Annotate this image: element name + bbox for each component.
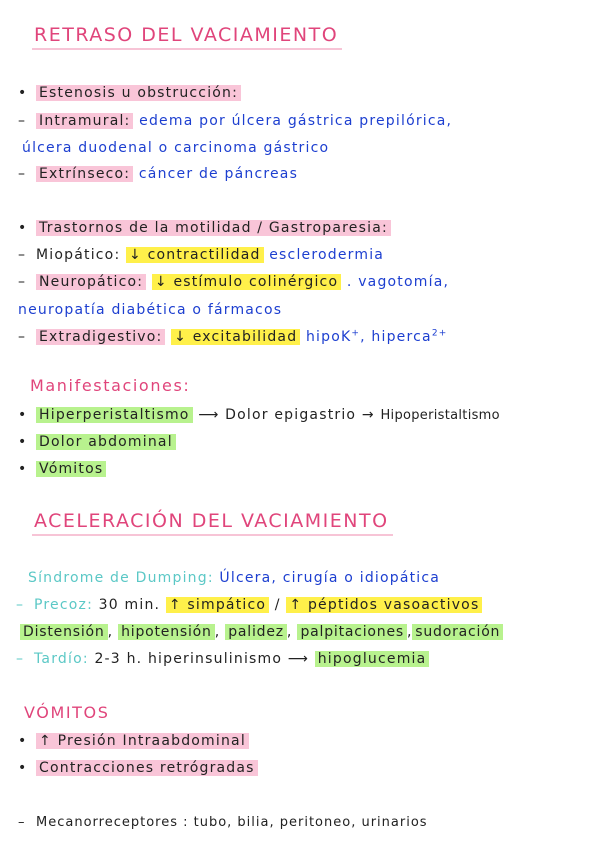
list-item-continuation: úlcera duodenal o carcinoma gástrico xyxy=(22,140,330,156)
list-item: – Extradigestivo: ↓ excitabilidad hipoK+, hiperca$^{2+}$ xyxy=(18,328,448,345)
list-item: • Estenosis u obstrucción: xyxy=(18,85,241,101)
list-item: • ↑ Presión Intraabdominal xyxy=(18,733,249,749)
section-title-retraso: RETRASO DEL VACIAMIENTO xyxy=(32,24,342,50)
section-title-vomitos: VÓMITOS xyxy=(24,703,110,722)
list-item: – Extrínseco: cáncer de páncreas xyxy=(18,166,299,182)
list-item: – Neuropático: ↓ estímulo colinérgico . vagotomía, xyxy=(18,274,450,290)
highlight: Estenosis u obstrucción: xyxy=(36,85,241,101)
list-item: Síndrome de Dumping: Úlcera, cirugía o idiopática xyxy=(28,570,441,586)
list-item: – Tardío: 2-3 h. hiperinsulinismo ⟶ hipoglucemia xyxy=(16,651,429,667)
list-item: • Hiperperistaltismo ⟶ Dolor epigastrio → Hipoperistaltismo xyxy=(18,407,500,423)
section-title-aceleracion: ACELERACIÓN DEL VACIAMIENTO xyxy=(32,510,393,536)
section-title-manifestaciones: Manifestaciones: xyxy=(30,376,191,395)
list-item: – Precoz: 30 min. ↑ simpático / ↑ péptidos vasoactivos xyxy=(16,597,482,613)
list-item: • Trastornos de la motilidad / Gastroparesia: xyxy=(18,220,391,236)
list-item: • Dolor abdominal xyxy=(18,434,176,450)
list-item-continuation: neuropatía diabética o fármacos xyxy=(18,302,283,318)
list-item: • Vómitos xyxy=(18,461,106,477)
list-item: • Contracciones retrógradas xyxy=(18,760,258,776)
list-item: – Mecanorreceptores : tubo, bilia, peritoneo, urinarios xyxy=(18,815,428,830)
list-item-continuation: Distensión , hipotensión , palidez , palpitaciones , sudoración xyxy=(20,624,503,640)
list-item: – Intramural: edema por úlcera gástrica prepilórica, xyxy=(18,113,453,129)
list-item: – Miopático: ↓ contractilidad esclerodermia xyxy=(18,247,385,263)
